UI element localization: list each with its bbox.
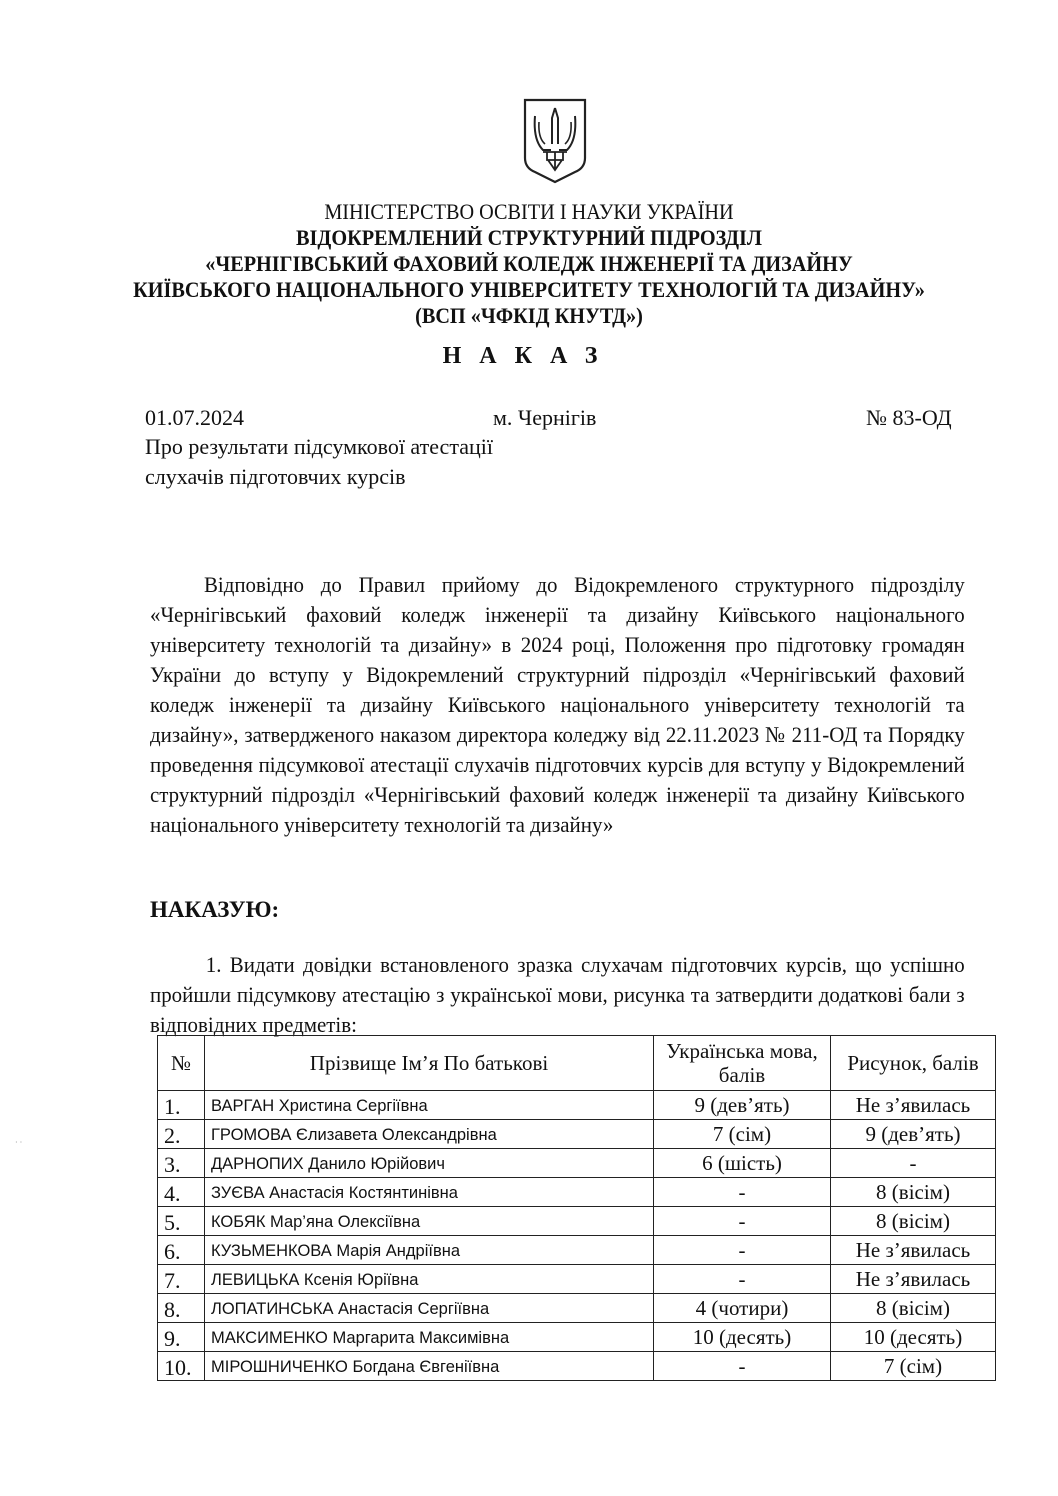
unit-name: ВІДОКРЕМЛЕНИЙ СТРУКТУРНИЙ ПІДРОЗДІЛ xyxy=(296,225,762,250)
drawing-score: Не з’явилась xyxy=(831,1091,996,1120)
row-number: 2. xyxy=(158,1120,205,1149)
drawing-score: 8 (вісім) xyxy=(831,1294,996,1323)
student-name-text: ВАРГАН Христина Сергіївна xyxy=(211,1097,428,1115)
ministry-name: МІНІСТЕРСТВО ОСВІТИ І НАУКИ УКРАЇНИ xyxy=(324,199,734,224)
trident-coat-of-arms-icon xyxy=(521,96,589,184)
scan-artifact: · · xyxy=(15,1138,23,1147)
student-name xyxy=(205,1178,654,1207)
university-name: КИЇВСЬКОГО НАЦІОНАЛЬНОГО УНІВЕРСИТЕТУ ТЕХНОЛОГІЙ ТА ДИЗАЙНУ» xyxy=(133,277,925,302)
drawing-score: 8 (вісім) xyxy=(831,1207,996,1236)
student-name xyxy=(205,1120,654,1149)
ukrainian-score: 6 (шість) xyxy=(654,1149,831,1178)
table-header-row xyxy=(158,1036,996,1091)
order-date: 01.07.2024 xyxy=(145,405,244,430)
drawing-score: Не з’явилась xyxy=(831,1265,996,1294)
order-heading: НАКАЗУЮ: xyxy=(150,897,280,922)
row-number: 9. xyxy=(158,1323,205,1352)
student-name xyxy=(205,1265,654,1294)
student-name-text: КУЗЬМЕНКОВА Марія Андріївна xyxy=(211,1242,461,1260)
drawing-score: Не з’явилась xyxy=(831,1236,996,1265)
table-row xyxy=(158,1149,996,1178)
abbreviation: (ВСП «ЧФКІД КНУТД») xyxy=(415,303,643,328)
ukrainian-score: - xyxy=(654,1207,831,1236)
ukrainian-score: - xyxy=(654,1352,831,1381)
ukrainian-score: - xyxy=(654,1265,831,1294)
student-name xyxy=(205,1207,654,1236)
row-number: 7. xyxy=(158,1265,205,1294)
college-name: «ЧЕРНІГІВСЬКИЙ ФАХОВИЙ КОЛЕДЖ ІНЖЕНЕРІЇ ТА ДИЗАЙНУ xyxy=(205,251,853,276)
row-number: 5. xyxy=(158,1207,205,1236)
order-city: м. Чернігів xyxy=(493,405,597,430)
col-header-ukrainian: Українська мова, балів xyxy=(654,1036,831,1091)
table-row xyxy=(158,1178,996,1207)
col-header-drawing: Рисунок, балів xyxy=(831,1036,996,1091)
student-name xyxy=(205,1236,654,1265)
table-row xyxy=(158,1120,996,1149)
drawing-score: 10 (десять) xyxy=(831,1323,996,1352)
table-row xyxy=(158,1352,996,1381)
student-name xyxy=(205,1149,654,1178)
student-name-text: МІРОШНИЧЕНКО Богдана Євгеніївна xyxy=(211,1358,500,1376)
student-name-text: ГРОМОВА Єлизавета Олександрівна xyxy=(211,1126,497,1144)
order-item-1: 1. Видати довідки встановленого зразка слухачам підготовчих курсів, що успішно пройшли підсумкову атестацію з української мови, рисунка та затвердити додаткові бали з відповідних предметів: xyxy=(150,952,965,1037)
table-row xyxy=(158,1091,996,1120)
student-name xyxy=(205,1294,654,1323)
ukrainian-score: 7 (сім) xyxy=(654,1120,831,1149)
table-row xyxy=(158,1294,996,1323)
row-number: 8. xyxy=(158,1294,205,1323)
ukrainian-score: 10 (десять) xyxy=(654,1323,831,1352)
student-name xyxy=(205,1352,654,1381)
table-row xyxy=(158,1236,996,1265)
order-subject: Про результати підсумкової атестації слухачів підготовчих курсів xyxy=(145,434,493,489)
drawing-score: 9 (дев’ять) xyxy=(831,1120,996,1149)
table-row xyxy=(158,1207,996,1236)
col-header-number: № xyxy=(158,1036,205,1091)
student-name-text: ЛЕВИЦЬКА Ксенія Юріївна xyxy=(211,1271,419,1289)
ukrainian-score: 4 (чотири) xyxy=(654,1294,831,1323)
document-type-title: НАКАЗ xyxy=(442,343,616,369)
table-row xyxy=(158,1265,996,1294)
ukrainian-score: 9 (дев’ять) xyxy=(654,1091,831,1120)
table-row xyxy=(158,1323,996,1352)
student-name-text: ЛОПАТИНСЬКА Анастасія Сергіївна xyxy=(211,1300,490,1318)
student-name xyxy=(205,1091,654,1120)
ukrainian-score: - xyxy=(654,1236,831,1265)
drawing-score: 8 (вісім) xyxy=(831,1178,996,1207)
col-header-name: Прізвище Ім’я По батькові xyxy=(205,1036,654,1091)
order-number: № 83-ОД xyxy=(866,405,952,430)
row-number: 6. xyxy=(158,1236,205,1265)
drawing-score: - xyxy=(831,1149,996,1178)
row-number: 3. xyxy=(158,1149,205,1178)
row-number: 1. xyxy=(158,1091,205,1120)
student-name xyxy=(205,1323,654,1352)
student-name-text: МАКСИМЕНКО Маргарита Максимівна xyxy=(211,1329,510,1347)
preamble-paragraph: Відповідно до Правил прийому до Відокремленого структурного підрозділу «Чернігівський фаховий коледж інженерії та дизайну Київського національного університету технологій та дизайну» в 2024 році, Положення про підготовку громадян України до вступу у Відокремлений структурний підрозділ «Чернігівський фаховий коледж інженерії та дизайну Київського національного університету технологій та дизайну», затвердженого наказом директора коледжу від 22.11.2023 № 211-ОД та Порядку проведення підсумкової атестації слухачів підготовчих курсів для вступу у Відокремлений структурний підрозділ «Чернігівський фаховий коледж інженерії та дизайну Київського національного університету технологій та дизайну» xyxy=(150,572,965,837)
row-number: 4. xyxy=(158,1178,205,1207)
student-name-text: КОБЯК Мар’яна Олексіївна xyxy=(211,1213,421,1231)
drawing-score: 7 (сім) xyxy=(831,1352,996,1381)
row-number: 10. xyxy=(158,1352,205,1381)
results-table xyxy=(157,1035,996,1381)
student-name-text: ДАРНОПИХ Данило Юрійович xyxy=(211,1155,445,1173)
ukrainian-score: - xyxy=(654,1178,831,1207)
student-name-text: ЗУЄВА Анастасія Костянтинівна xyxy=(211,1184,458,1202)
